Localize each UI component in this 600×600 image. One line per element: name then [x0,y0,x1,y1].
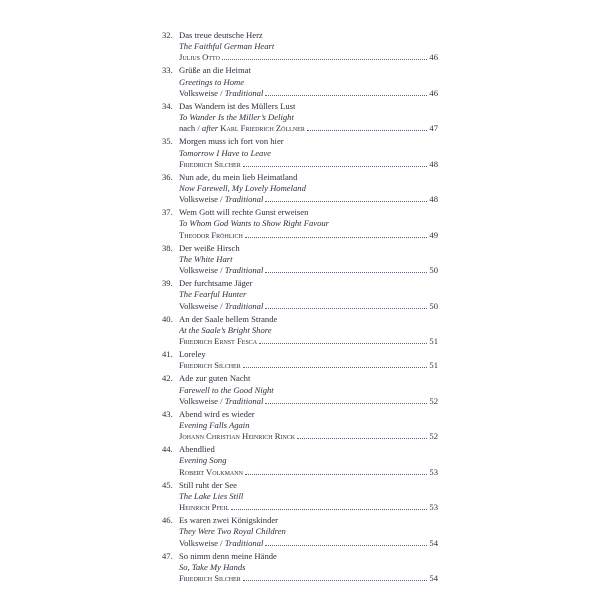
composer-credit [179,52,220,63]
entry-number: 39. [162,278,173,289]
entry-number: 34. [162,100,173,111]
english-title: So, Take My Hands [179,561,246,572]
english-title: The Fearful Hunter [179,289,247,300]
toc-entry [162,515,438,549]
english-title: Farewell to the Good Night [179,384,274,395]
entry-number: 37. [162,207,173,218]
composer-credit [179,538,263,549]
song-title: Loreley [179,349,206,360]
credit-name: Friedrich Silcher [179,573,241,583]
credit-prefix: Volksweise / [179,537,225,548]
toc-entry [162,349,438,371]
dot-leader [265,403,427,404]
credit-name: Robert Volkmann [179,466,243,477]
credit-name: Friedrich Ernst Fesca [179,336,258,347]
english-title: Tomorrow I Have to Leave [179,147,271,158]
table-of-contents [162,30,438,586]
credit-prefix: Volksweise / [179,265,225,276]
toc-entry [162,207,438,241]
entry-number: 45. [162,479,173,490]
song-title: Das treue deutsche Herz [179,30,263,40]
credit-name: Traditional [224,537,264,548]
dot-leader [297,438,427,439]
english-title: Greetings to Home [179,76,245,87]
song-title: Wem Gott will rechte Gunst erweisen [179,207,309,218]
toc-entry [162,30,438,64]
dot-leader [307,130,428,131]
english-title: The Lake Lies Still [179,490,244,501]
entry-number: 46. [162,515,173,526]
credit-name: Traditional [224,265,264,276]
toc-entry [162,409,438,443]
composer-credit [179,265,263,276]
toc-entry [162,101,438,135]
toc-entry [162,480,438,514]
page-number: 47 [429,123,438,134]
credit-name: Friedrich Silcher [179,360,241,371]
dot-leader [243,367,428,368]
english-title: They Were Two Royal Children [179,526,286,537]
composer-credit [179,336,257,347]
composer-credit [179,396,263,407]
toc-entry [162,243,438,277]
dot-leader [231,509,427,510]
song-title: Abendlied [179,444,215,455]
entry-number: 42. [162,373,173,384]
credit-name: Johann Christian Heinrich Rinck [179,431,296,442]
page-number: 53 [429,466,438,477]
composer-credit [179,502,229,513]
dot-leader [265,308,427,309]
page-number: 50 [429,265,438,276]
song-title: Still ruht der See [179,479,237,490]
dot-leader [243,166,428,167]
dot-leader [265,272,427,273]
dot-leader [265,545,427,546]
song-title: Der weiße Hirsch [179,242,240,253]
credit-name: Julius Otto [179,52,220,63]
toc-entry [162,172,438,206]
entry-number: 36. [162,171,173,182]
english-title: The Faithful German Heart [179,41,275,52]
toc-entry [162,551,438,585]
dot-leader [259,343,427,344]
page-number: 52 [429,395,438,406]
credit-name: Heinrich Pfeil [179,502,230,513]
page-number: 46 [429,87,438,98]
english-title: To Whom God Wants to Show Right Favour [179,218,330,229]
credit-name: Theodor Fröhlich [179,229,243,240]
song-title: Das Wandern ist des Müllers Lust [179,100,296,111]
page-number: 53 [429,502,438,513]
page-number: 54 [429,573,438,583]
composer-credit [179,88,263,99]
page-number: 50 [429,300,438,311]
entry-number: 41. [162,349,173,360]
english-title: Evening Song [179,455,227,466]
english-title: To Wander Is the Miller’s Delight [179,112,294,123]
toc-entry [162,278,438,312]
credit-prefix: Volksweise / [179,194,225,205]
entry-number: 43. [162,408,173,419]
entry-number: 32. [162,30,173,40]
composer-credit [179,194,263,205]
entry-number: 47. [162,550,173,561]
toc-entry [162,373,438,407]
dot-leader [245,474,428,475]
credit-name: Traditional [224,87,264,98]
credit-prefix: nach / [179,123,202,134]
credit-prefix: Volksweise / [179,395,225,406]
english-title: At the Saale’s Bright Shore [179,324,272,335]
entry-number: 33. [162,65,173,76]
song-title: An der Saale hellem Strande [179,313,278,324]
credit-name: Traditional [224,395,264,406]
page-number: 51 [429,360,438,371]
credit-prefix: Volksweise / [179,87,225,98]
dot-leader [265,201,427,202]
composer-credit [179,360,241,371]
song-title: So nimm denn meine Hände [179,550,277,561]
song-title: Ade zur guten Nacht [179,373,251,384]
composer-credit [179,230,243,241]
composer-credit [179,301,263,312]
credit-name: Traditional [224,194,264,205]
english-title: Now Farewell, My Lovely Homeland [179,183,306,194]
composer-credit [179,431,295,442]
composer-credit [179,159,241,170]
composer-credit [179,467,243,478]
english-title: Evening Falls Again [179,419,250,430]
song-title: Es waren zwei Königskinder [179,515,279,526]
toc-entry [162,444,438,478]
dot-leader [265,95,427,96]
entry-number: 44. [162,444,173,455]
entry-number: 40. [162,313,173,324]
credit-name: Traditional [224,300,264,311]
song-title: Morgen muss ich fort von hier [179,136,284,147]
credit-name: after [201,123,219,134]
toc-entry [162,136,438,170]
composer-credit [179,123,305,134]
song-title: Nun ade, du mein lieb Heimatland [179,171,298,182]
song-title: Grüße an die Heimat [179,65,251,76]
page-number: 52 [429,431,438,442]
dot-leader [222,59,427,60]
credit-prefix: Volksweise / [179,300,225,311]
page-number: 46 [429,52,438,63]
credit-suffix: Karl Friedrich Zöllner [218,123,305,134]
entry-number: 38. [162,242,173,253]
song-title: Abend wird es wieder [179,408,255,419]
toc-entry [162,314,438,348]
page-number: 48 [429,194,438,205]
credit-name: Friedrich Silcher [179,158,241,169]
composer-credit [179,573,241,584]
page-number: 48 [429,158,438,169]
page-number: 54 [429,537,438,548]
dot-leader [245,237,428,238]
song-title: Der furchtsame Jäger [179,278,253,289]
page-number: 51 [429,336,438,347]
dot-leader [243,580,428,581]
entry-number: 35. [162,136,173,147]
english-title: The White Hart [179,253,233,264]
toc-entry [162,65,438,99]
page-number: 49 [429,229,438,240]
